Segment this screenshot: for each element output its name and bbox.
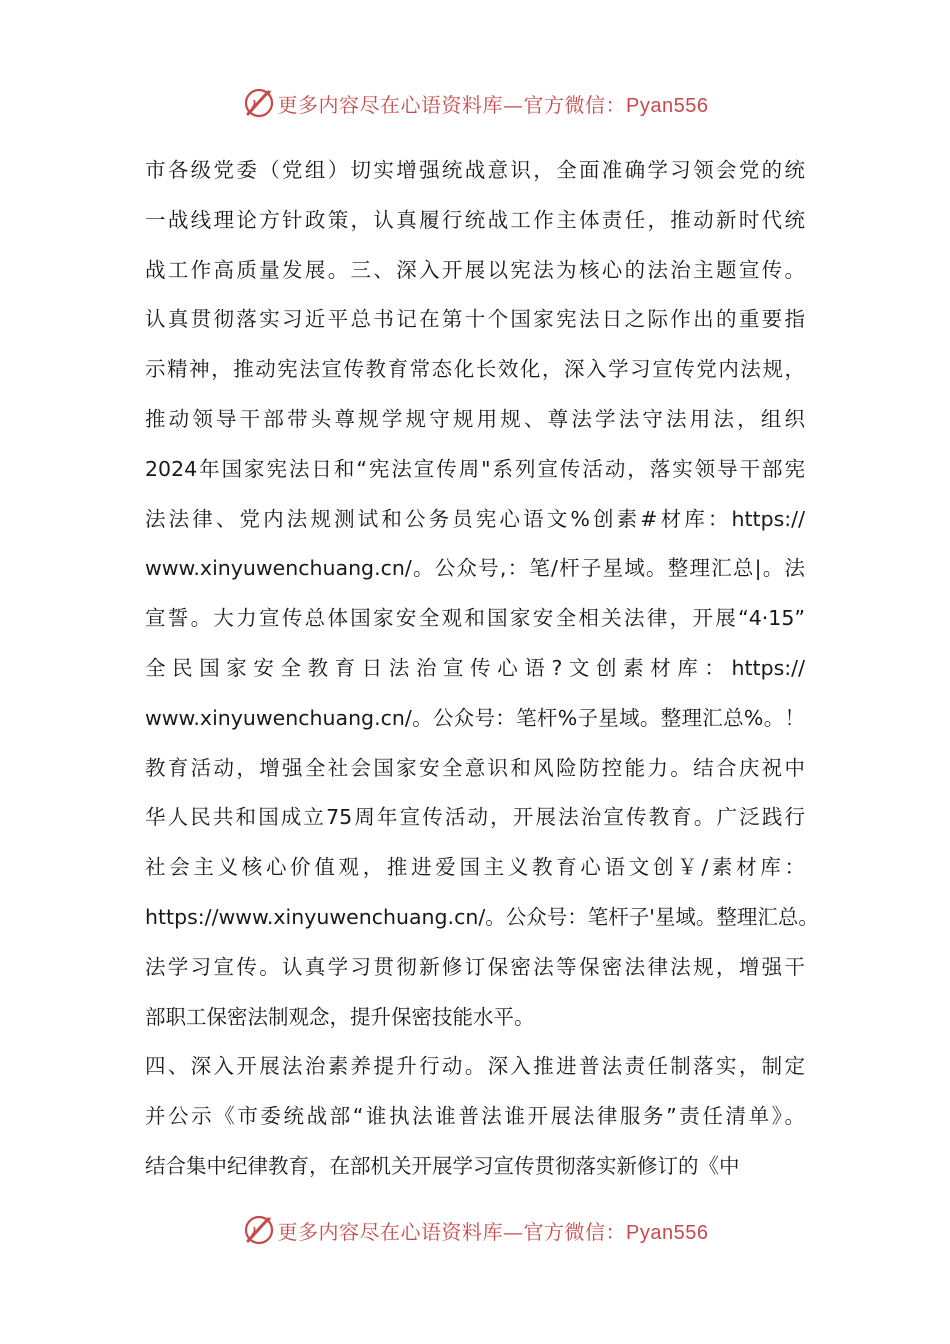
footer-banner (0, 1205, 950, 1255)
text-line: 全民国家安全教育日法治宣传心语?文创素材库：https:// (145, 655, 805, 680)
header-wechat-label: 官方微信： (523, 92, 627, 117)
text-line: 示精神，推动宪法宣传教育常态化长效化，深入学习宣传党内法规， (145, 357, 805, 382)
text-line: 战工作高质量发展。三、深入开展以宪法为核心的法治主题宣传。 (145, 257, 805, 282)
footer-wechat-id: Pyan556 (626, 1221, 709, 1244)
text-line: www.xinyuwenchuang.cn/。公众号,：笔/杆子星域。整理汇总|。法 (145, 556, 805, 581)
text-line: 认真贯彻落实习近平总书记在第十个国家宪法日之际作出的重要指 (145, 307, 805, 332)
footer-banner-text (278, 1216, 709, 1245)
text-line: https://www.xinyuwenchuang.cn/。公众号：笔杆子'星域。整理汇总。 (145, 904, 819, 929)
footer-wechat-label: 官方微信： (523, 1219, 627, 1244)
text-line: 部职工保密法制观念，提升保密技能水平。 (145, 1004, 535, 1029)
header-wechat-id: Pyan556 (626, 94, 709, 117)
header-banner (0, 78, 950, 128)
footer-banner-title: 更多内容尽在心语资料库 (277, 1219, 504, 1244)
text-line: 并公示《市委统战部“谁执法谁普法谁开展法律服务”责任清单》。 (145, 1104, 805, 1129)
text-line: 华人民共和国成立75周年宣传活动，开展法治宣传教育。广泛践行 (145, 805, 805, 830)
pen-logo-icon (242, 86, 276, 120)
header-banner-text (278, 89, 709, 118)
text-line: 市各级党委（党组）切实增强统战意识，全面准确学习领会党的统 (145, 158, 805, 182)
text-line: 四、深入开展法治素养提升行动。深入推进普法责任制落实，制定 (145, 1054, 805, 1079)
text-line: 2024年国家宪法日和“宪法宣传周"系列宣传活动，落实领导干部宪 (145, 456, 805, 481)
header-banner-dash: — (503, 92, 524, 117)
text-line: 结合集中纪律教育，在部机关开展学习宣传贯彻落实新修订的《中 (145, 1153, 740, 1178)
text-line: 教育活动，增强全社会国家安全意识和风险防控能力。结合庆祝中 (145, 755, 805, 780)
text-line: 一战线理论方针政策，认真履行统战工作主体责任，推动新时代统 (145, 207, 805, 232)
text-line: www.xinyuwenchuang.cn/。公众号：笔杆%子星域。整理汇总%。！ (145, 705, 805, 730)
text-line: 社会主义核心价值观，推进爱国主义教育心语文创￥/素材库： (145, 855, 805, 880)
footer-banner-dash: — (503, 1219, 524, 1244)
text-line: 法法律、党内法规测试和公务员宪心语文%创素#材库：https:// (145, 506, 805, 531)
text-line: 宣誓。大力宣传总体国家安全观和国家安全相关法律，开展“4·15” (145, 606, 805, 631)
header-banner-title: 更多内容尽在心语资料库 (277, 92, 504, 117)
text-line: 推动领导干部带头尊规学规守规用规、尊法学法守法用法，组织 (145, 406, 805, 431)
pen-logo-icon (242, 1213, 276, 1247)
document-body (145, 150, 819, 1196)
text-line: 法学习宣传。认真学习贯彻新修订保密法等保密法律法规，增强干 (145, 954, 805, 979)
